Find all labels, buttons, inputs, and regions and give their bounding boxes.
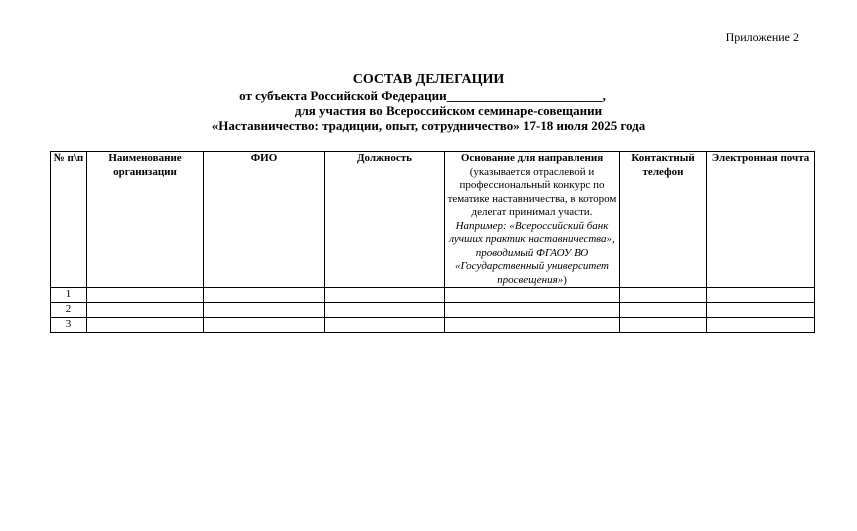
fio-cell (204, 288, 325, 303)
title-event-line: для участия во Всероссийском семинаре-совещании (294, 103, 603, 118)
delegation-table (50, 151, 815, 333)
phone-cell (620, 288, 707, 303)
email-cell (707, 318, 815, 333)
header-number: № п\п (51, 152, 87, 288)
organization-cell (87, 303, 204, 318)
table-row (51, 318, 815, 333)
fio-cell (204, 318, 325, 333)
basis-cell (445, 288, 620, 303)
email-cell (707, 303, 815, 318)
phone-cell (620, 318, 707, 333)
fio-cell (204, 303, 325, 318)
header-position: Должность (325, 152, 445, 288)
header-phone: Контактный телефон (620, 152, 707, 288)
basis-cell (445, 303, 620, 318)
organization-cell (87, 318, 204, 333)
row-number-cell: 1 (51, 288, 87, 303)
position-cell (325, 288, 445, 303)
basis-close-paren: ) (563, 273, 567, 286)
appendix-label: Приложение 2 (725, 30, 799, 44)
table-row (51, 303, 815, 318)
table-header-row (51, 152, 815, 288)
header-basis-title: Основание для направления (460, 152, 604, 164)
title-seminar-name: «Наставничество: традиции, опыт, сотрудничество» 17-18 июля 2025 года (211, 118, 646, 133)
row-number-cell: 3 (51, 318, 87, 333)
header-fio: ФИО (204, 152, 325, 288)
header-organization: Наименование организации (87, 152, 204, 288)
basis-example-text: Например: «Всероссийский банк лучших практик наставничества», проводимый ФГАОУ ВО «Государственный университет просвещения» (449, 219, 615, 286)
header-basis-note (448, 166, 617, 286)
email-cell (707, 288, 815, 303)
organization-cell (87, 288, 204, 303)
row-number-cell: 2 (51, 303, 87, 318)
document-title-block (0, 72, 857, 133)
position-cell (325, 318, 445, 333)
table-row (51, 288, 815, 303)
title-subject-line: от субъекта Российской Федерации________________________, (239, 88, 606, 103)
position-cell (325, 303, 445, 318)
document-title: СОСТАВ ДЕЛЕГАЦИИ (352, 72, 505, 87)
header-basis (445, 152, 620, 288)
header-email: Электронная почта (707, 152, 815, 288)
basis-note-text: (указывается отраслевой и профессиональный конкурс по тематике наставничества, в котором делегат принимал участи. (447, 165, 617, 218)
basis-cell (445, 318, 620, 333)
phone-cell (620, 303, 707, 318)
